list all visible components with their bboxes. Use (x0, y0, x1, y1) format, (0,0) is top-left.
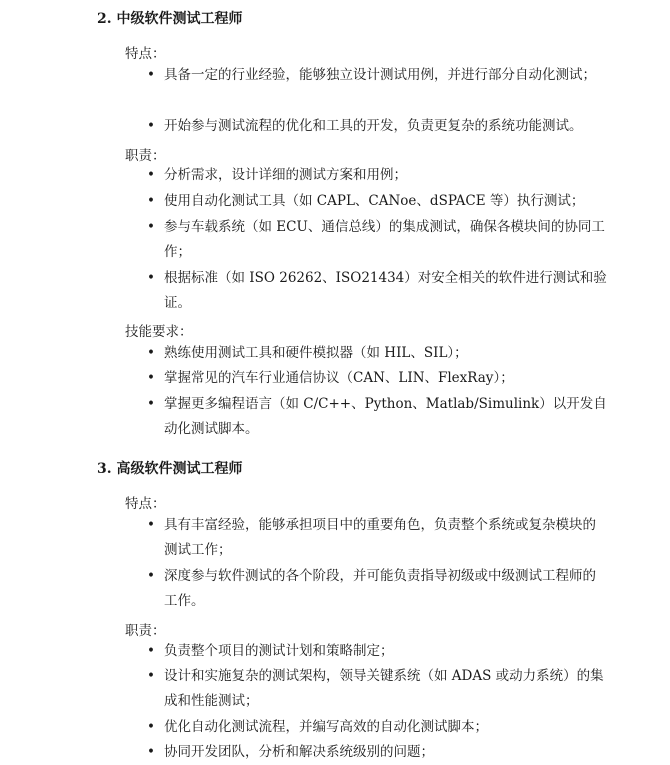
list-item-text: 负责整个项目的测试计划和策略制定； (164, 643, 394, 659)
list-item-text: 优化自动化测试流程，并编写高效的自动化测试脚本； (164, 719, 488, 735)
list-item (147, 114, 607, 139)
section-heading: 2. 中级软件测试工程师 (97, 11, 243, 27)
list-item (147, 366, 607, 391)
list-item-text: 根据标准（如 ISO 26262、ISO21434）对安全相关的软件进行测试和验证。 (164, 270, 607, 311)
list-item-text: 设计和实施复杂的测试架构，领导关键系统（如 ADAS 或动力系统）的集成和性能测试； (164, 668, 604, 709)
list-item-text: 参与车载系统（如 ECU、通信总线）的集成测试，确保各模块间的协同工作； (164, 219, 605, 260)
bullet: • (147, 370, 155, 386)
list-item (147, 163, 607, 188)
list-item-text: 具有丰富经验，能够承担项目中的重要角色，负责整个系统或复杂模块的测试工作； (164, 517, 596, 558)
list-item-text: 熟练使用测试工具和硬件模拟器（如 HIL、SIL）； (164, 345, 468, 361)
list-item (147, 639, 607, 664)
list-item-text: 掌握常见的汽车行业通信协议（CAN、LIN、FlexRay）； (164, 370, 514, 386)
list-item (147, 63, 607, 88)
bullet: • (147, 517, 155, 533)
list-item (147, 715, 607, 740)
bullet: • (147, 193, 155, 209)
bullet: • (147, 345, 155, 361)
list-item-text: 协同开发团队，分析和解决系统级别的问题； (164, 744, 434, 760)
list-item (147, 341, 607, 366)
list-item (147, 513, 607, 563)
list-item-text: 使用自动化测试工具（如 CAPL、CANoe、dSPACE 等）执行测试； (164, 193, 585, 209)
bullet: • (147, 744, 155, 760)
bullet: • (147, 396, 155, 412)
group-label: 特点： (125, 496, 166, 512)
list-item (147, 740, 607, 765)
list-item-text: 开始参与测试流程的优化和工具的开发，负责更复杂的系统功能测试。 (164, 118, 583, 134)
bullet: • (147, 568, 155, 584)
group-label: 特点： (125, 46, 166, 62)
bullet: • (147, 118, 155, 134)
list-item (147, 215, 607, 265)
bullet: • (147, 270, 155, 286)
list-item (147, 266, 607, 316)
list-item-text: 具备一定的行业经验，能够独立设计测试用例，并进行部分自动化测试； (164, 67, 596, 83)
group-label: 技能要求： (125, 324, 193, 340)
bullet: • (147, 167, 155, 183)
list-item (147, 664, 607, 714)
list-item-text: 深度参与软件测试的各个阶段，并可能负责指导初级或中级测试工程师的工作。 (164, 568, 596, 609)
bullet: • (147, 668, 155, 684)
section-heading: 3. 高级软件测试工程师 (97, 461, 243, 477)
list-item-text: 掌握更多编程语言（如 C/C++、Python、Matlab/Simulink）以开发自动化测试脚本。 (164, 396, 607, 437)
list-item (147, 189, 607, 214)
bullet: • (147, 643, 155, 659)
list-item (147, 564, 607, 614)
list-item (147, 392, 607, 442)
bullet: • (147, 719, 155, 735)
bullet: • (147, 219, 155, 235)
group-label: 职责： (125, 148, 166, 164)
bullet: • (147, 67, 155, 83)
list-item-text: 分析需求，设计详细的测试方案和用例； (164, 167, 407, 183)
group-label: 职责： (125, 623, 166, 639)
